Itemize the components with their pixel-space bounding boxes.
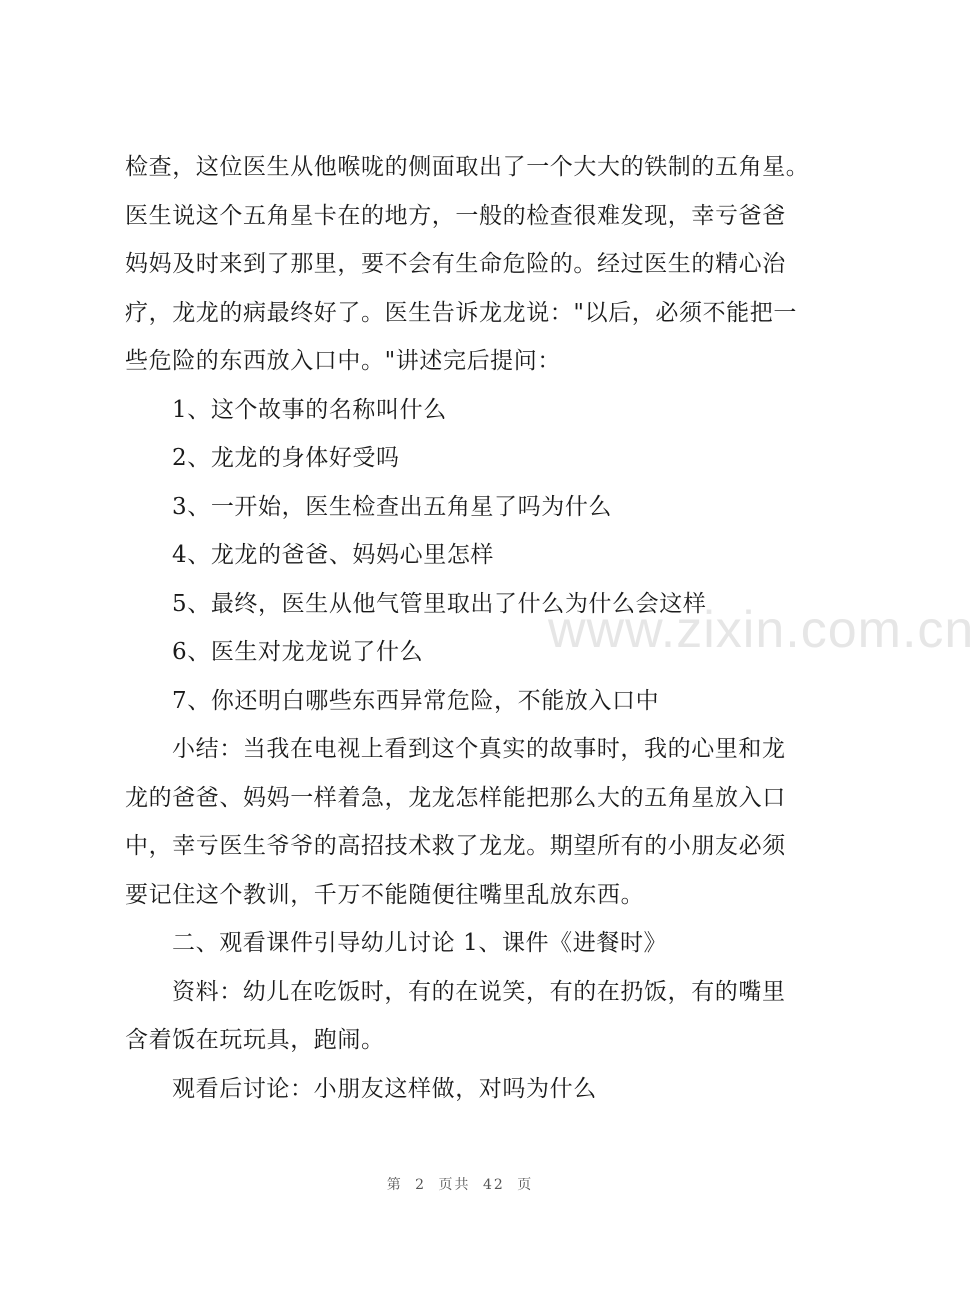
paragraph-line: 检查，这位医生从他喉咙的侧面取出了一个大大的铁制的五角星。	[125, 154, 810, 180]
watermark: www.zixin.com.cn	[548, 601, 974, 659]
question-item: 3、一开始，医生检查出五角星了吗为什么	[172, 493, 613, 520]
question-item: 6、医生对龙龙说了什么	[172, 639, 424, 665]
summary-line: 要记住这个教训，千万不能随便往嘴里乱放东西。	[125, 881, 645, 908]
material-line: 含着饭在玩玩具，跑闹。	[125, 1027, 385, 1053]
footer-suffix: 页	[517, 1177, 534, 1193]
footer-middle: 页共	[438, 1177, 471, 1193]
page-body	[125, 143, 825, 1113]
footer-page-number: 2	[415, 1177, 427, 1193]
paragraph-line: 医生说这个五角星卡在的地方，一般的检查很难发现，幸亏爸爸	[125, 202, 786, 229]
paragraph-line: 些危险的东西放入口中。"讲述完后提问：	[125, 348, 561, 374]
paragraph-line: 疗，龙龙的病最终好了。医生告诉龙龙说："以后，必须不能把一	[125, 299, 797, 326]
discussion-line: 观看后讨论：小朋友这样做，对吗为什么	[172, 1075, 597, 1102]
question-item: 5、最终，医生从他气管里取出了什么为什么会这样	[172, 590, 707, 617]
material-line: 资料：幼儿在吃饭时，有的在说笑，有的在扔饭，有的嘴里	[172, 978, 786, 1005]
footer-prefix: 第	[386, 1177, 403, 1193]
summary-line: 龙的爸爸、妈妈一样着急，龙龙怎样能把那么大的五角星放入口	[125, 784, 786, 811]
page-footer	[0, 1174, 920, 1194]
question-item: 2、龙龙的身体好受吗	[172, 445, 400, 471]
summary-line: 小结：当我在电视上看到这个真实的故事时，我的心里和龙	[172, 736, 786, 762]
footer-total-pages: 42	[483, 1177, 505, 1193]
section-heading: 二、观看课件引导幼儿讨论 1、课件《进餐时》	[172, 930, 668, 956]
summary-line: 中，幸亏医生爷爷的高招技术救了龙龙。期望所有的小朋友必须	[125, 833, 786, 859]
question-item: 4、龙龙的爸爸、妈妈心里怎样	[172, 542, 495, 568]
paragraph-line: 妈妈及时来到了那里，要不会有生命危险的。经过医生的精心治	[125, 251, 786, 277]
question-item: 7、你还明白哪些东西异常危险，不能放入口中	[172, 687, 660, 714]
question-item: 1、这个故事的名称叫什么	[172, 396, 447, 423]
